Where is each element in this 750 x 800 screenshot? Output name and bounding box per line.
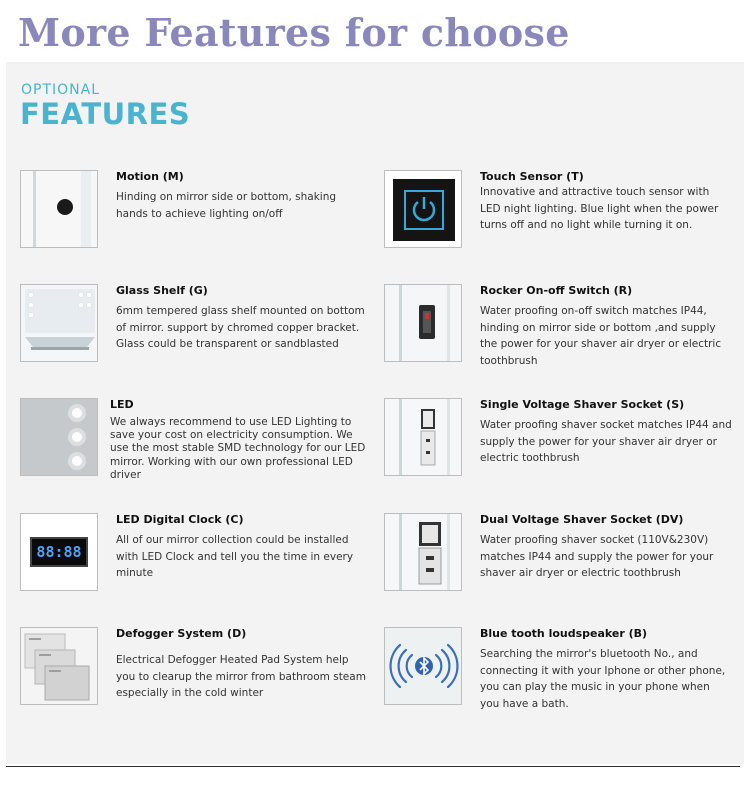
glass-shelf-icon	[20, 284, 98, 362]
bluetooth-speaker-icon	[384, 627, 462, 705]
touch-power-icon	[384, 170, 462, 248]
feature-title: Dual Voltage Shaver Socket (DV)	[480, 513, 684, 526]
feature-title: Glass Shelf (G)	[116, 284, 208, 297]
bottom-divider	[6, 766, 740, 767]
section-optional-label: OPTIONAL	[21, 82, 101, 98]
feature-title: Defogger System (D)	[116, 627, 247, 640]
dual-socket-icon	[384, 513, 462, 591]
led-lights-icon	[20, 398, 98, 476]
page-title: More Features for choose	[18, 10, 570, 55]
feature-description: 6mm tempered glass shelf mounted on bottom of mirror. support by chromed copper bracket. Glass could be transparent or sandblasted	[116, 305, 365, 350]
single-socket-icon	[384, 398, 462, 476]
feature-title: Single Voltage Shaver Socket (S)	[480, 398, 685, 411]
feature-title: Motion (M)	[116, 170, 184, 183]
defogger-pad-icon	[20, 627, 98, 705]
digital-clock-icon	[20, 513, 98, 591]
rocker-switch-icon	[384, 284, 462, 362]
feature-description: Searching the mirror's bluetooth No., and connecting it with your Iphone or other phone, you can play the music in your phone when you have a bath.	[480, 648, 726, 710]
section-features-heading: FEATURES	[20, 97, 191, 131]
feature-description: Water proofing shaver socket (110V&230V) matches IP44 and supply the power for your shaver air dryer or electric toothbrush	[480, 534, 714, 579]
feature-description: All of our mirror collection could be installed with LED Clock and tell you the time in every minute	[116, 534, 354, 579]
feature-title: LED	[110, 398, 134, 411]
feature-description: Water proofing on-off switch matches IP44, hinding on mirror side or bottom ,and supply the power for your shaver air dryer or electric toothbrush	[480, 305, 722, 367]
motion-sensor-icon	[20, 170, 98, 248]
feature-description: Hinding on mirror side or bottom, shaking hands to achieve lighting on/off	[116, 191, 337, 220]
feature-description: Electrical Defogger Heated Pad System help you to clearup the mirror from bathroom steam especially in the cold winter	[116, 654, 366, 699]
feature-description: Water proofing shaver socket matches IP44 and supply the power for your shaver air dryer or electric toothbrush	[480, 419, 732, 464]
feature-description: Innovative and attractive touch sensor with LED night lighting. Blue light when the power turns off and no light while turning it on.	[480, 186, 719, 231]
clock-display: 88:88	[30, 537, 87, 567]
feature-title: Rocker On-off Switch (R)	[480, 284, 633, 297]
feature-description: We always recommend to use LED Lighting to save your cost on electricity consumption. We use the most stable SMD technology for our LED mirror. Working with our own professional LED driver	[110, 416, 366, 481]
feature-title: Touch Sensor (T)	[480, 170, 584, 183]
feature-title: Blue tooth loudspeaker (B)	[480, 627, 648, 640]
feature-title: LED Digital Clock (C)	[116, 513, 244, 526]
